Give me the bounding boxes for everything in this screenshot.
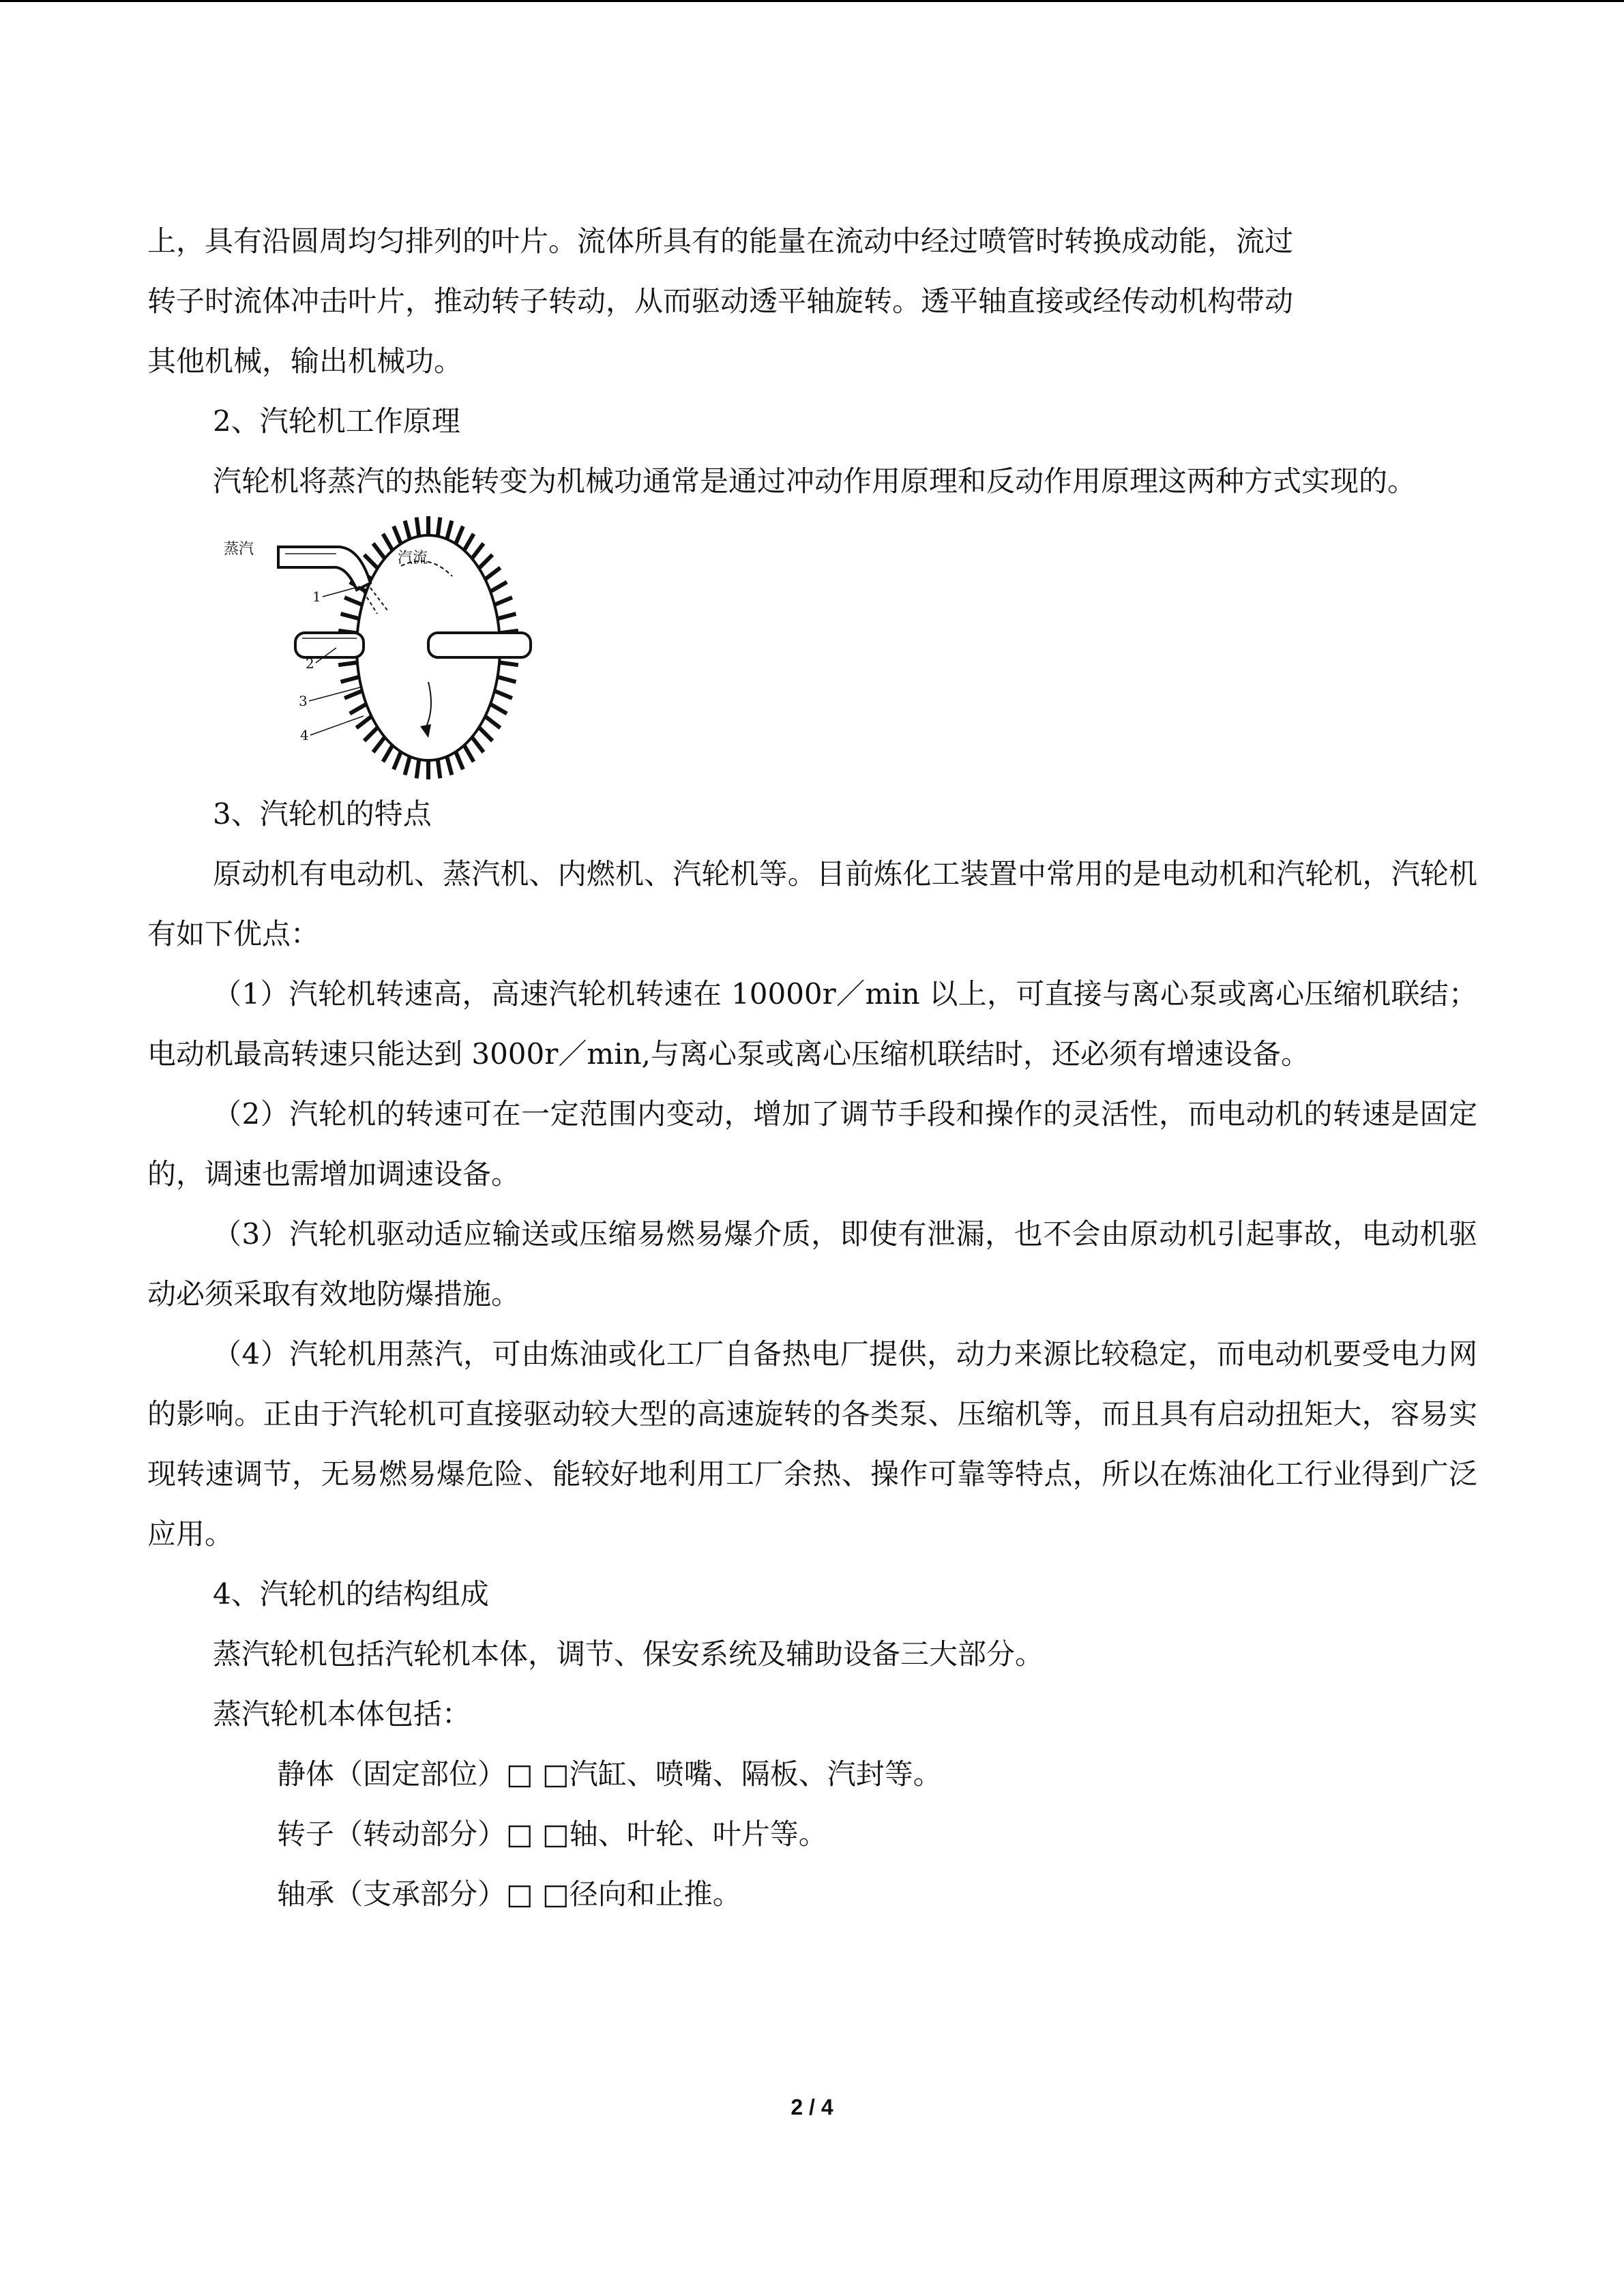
rotor-blade bbox=[490, 704, 507, 714]
rotor-blade bbox=[447, 756, 452, 775]
list-item: （3）汽轮机驱动适应输送或压缩易燃易爆介质，即使有泄漏，也不会由原动机引起事故，电动机驱动必须采取有效地防爆措施。 bbox=[147, 1217, 1477, 1311]
label-3: 3 bbox=[299, 693, 308, 709]
paragraph: 蒸汽轮机包括汽轮机本体，调节、保安系统及辅助设备三大部分。 bbox=[213, 1637, 1044, 1671]
label-4: 4 bbox=[300, 727, 309, 743]
paragraph: 原动机有电动机、蒸汽机、内燃机、汽轮机等。目前炼化工装置中常用的是电动机和汽轮机，汽轮机有如下优点： bbox=[147, 857, 1477, 951]
rotor-blade bbox=[338, 663, 357, 666]
rotor-blade bbox=[472, 737, 484, 752]
rotor-blade bbox=[485, 716, 500, 728]
rotor-blade bbox=[394, 526, 401, 544]
page-number: 2 / 4 bbox=[791, 2095, 833, 2119]
rotor-blade bbox=[383, 745, 393, 762]
paragraph: 汽轮机将蒸汽的热能转变为机械功通常是通过冲动作用原理和反动作用原理这两种方式实现的。 bbox=[213, 464, 1417, 498]
rotor-blade bbox=[383, 534, 393, 550]
page-top-border bbox=[0, 0, 1624, 2]
rotor-blade bbox=[373, 737, 385, 752]
shaft-right bbox=[428, 633, 531, 657]
rotor-blade bbox=[341, 677, 359, 682]
paragraph: 蒸汽轮机本体包括： bbox=[213, 1697, 471, 1731]
rotor-blade bbox=[364, 555, 378, 569]
sub-list-item: 转子（转动部分）□ □轴、叶轮、叶片等。 bbox=[277, 1817, 827, 1851]
label-2: 2 bbox=[306, 655, 314, 672]
rotor-blade bbox=[405, 521, 410, 539]
list-item: （1）汽轮机转速高，高速汽轮机转速在 10000r／min 以上，可直接与离心泵或离心压缩机联结；电动机最高转速只能达到 3000r／min,与离心泵或离心压缩机联结时，还必须有增速设备。 bbox=[147, 977, 1477, 1071]
section-heading-3: 3、汽轮机的特点 bbox=[213, 797, 432, 831]
rotor-blade bbox=[456, 526, 463, 544]
rotor-blade bbox=[344, 691, 362, 698]
sub-list-item: 静体（固定部位）□ □汽缸、喷嘴、隔板、汽封等。 bbox=[277, 1757, 942, 1791]
rotor-blade bbox=[464, 745, 474, 762]
rotor-blade bbox=[494, 597, 512, 605]
leader-line-1 bbox=[323, 586, 360, 597]
rotor-blade bbox=[350, 704, 366, 714]
rotor-blade bbox=[341, 614, 359, 618]
rotor-blade bbox=[485, 568, 500, 580]
paragraph-line: 转子时流体冲击叶片，推动转子转动，从而驱动透平轴旋转。透平轴直接或经传动机构带动 bbox=[147, 284, 1294, 318]
rotor-blade bbox=[438, 760, 441, 779]
label-1: 1 bbox=[312, 588, 321, 605]
turbine-diagram-figure bbox=[147, 511, 1477, 784]
rotor-blade bbox=[417, 760, 419, 779]
impulse-turbine-diagram bbox=[224, 511, 537, 784]
rotor-blade bbox=[497, 677, 516, 682]
rotor-blade bbox=[479, 555, 492, 569]
section-heading-4: 4、汽轮机的结构组成 bbox=[213, 1577, 489, 1611]
rotor-blade bbox=[364, 728, 378, 741]
rotor-blade bbox=[447, 521, 452, 539]
paragraph-line: 上，具有沿圆周均匀排列的叶片。流体所具有的能量在流动中经过喷管时转换成动能，流过 bbox=[147, 224, 1294, 258]
sub-list-item: 轴承（支承部分）□ □径向和止推。 bbox=[277, 1877, 741, 1911]
list-item: （4）汽轮机用蒸汽，可由炼油或化工厂自备热电厂提供，动力来源比较稳定，而电动机要受电力网的影响。正由于汽轮机可直接驱动较大型的高速旋转的各类泵、压缩机等，而且具有启动扭矩大，容易实现转速调节，无易燃易爆危险、能较好地利用工厂余热、操作可靠等特点，所以在炼油化工行业得到广泛应用。 bbox=[147, 1337, 1477, 1551]
rotor-blade bbox=[497, 614, 516, 618]
rotor-blade bbox=[456, 751, 463, 769]
section-heading-2: 2、汽轮机工作原理 bbox=[213, 404, 460, 438]
rotor-blade bbox=[417, 518, 419, 537]
rotor-blade bbox=[394, 751, 401, 769]
leader-line-4 bbox=[310, 716, 364, 735]
rotor-blade bbox=[405, 756, 410, 775]
rotor-blade bbox=[344, 597, 362, 605]
shaft-left bbox=[295, 633, 364, 657]
paragraph-line: 其他机械，输出机械功。 bbox=[147, 344, 463, 378]
rotor-blade bbox=[494, 691, 512, 698]
document-body bbox=[147, 211, 1477, 1924]
list-item: （2）汽轮机的转速可在一定范围内变动，增加了调节手段和操作的灵活性，而电动机的转速是固定的，调速也需增加调速设备。 bbox=[147, 1097, 1477, 1191]
label-steam: 蒸汽 bbox=[224, 541, 254, 558]
rotor-blade bbox=[499, 663, 518, 666]
rotor-blade bbox=[490, 582, 507, 592]
rotor-blade bbox=[464, 534, 474, 550]
rotor-blade bbox=[373, 543, 385, 558]
label-flow: 汽流 bbox=[398, 550, 428, 567]
rotor-blade bbox=[479, 728, 492, 741]
rotor-blade bbox=[438, 518, 441, 537]
rotor-blade bbox=[472, 543, 484, 558]
